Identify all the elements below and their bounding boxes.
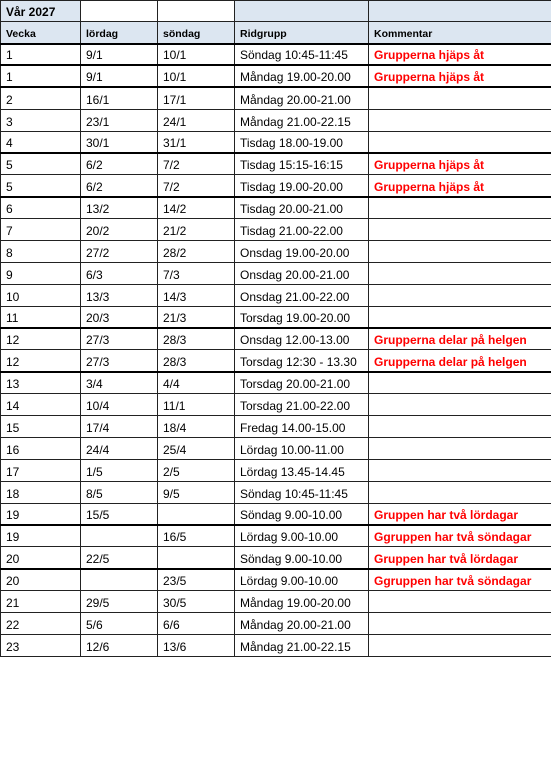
- table-row: [1, 44, 551, 66]
- sondag-cell: 14/2: [158, 197, 235, 219]
- lordag-cell: 22/5: [81, 547, 158, 569]
- lordag-cell: 6/3: [81, 262, 158, 284]
- table-row: [1, 591, 551, 613]
- vecka-cell: 13: [1, 372, 81, 394]
- kommentar-cell: Gruppen har två lördagar: [369, 503, 551, 525]
- ridgrupp-cell: Lördag 9.00-10.00: [235, 525, 369, 547]
- ridgrupp-cell: Måndag 21.00-22.15: [235, 109, 369, 131]
- vecka-cell: 21: [1, 591, 81, 613]
- sondag-cell: 6/6: [158, 613, 235, 635]
- sondag-cell: 24/1: [158, 109, 235, 131]
- vecka-cell: 20: [1, 547, 81, 569]
- table-row: [1, 525, 551, 547]
- table-row: [1, 284, 551, 306]
- sondag-cell: 28/2: [158, 241, 235, 263]
- title-cell-empty: [235, 1, 369, 22]
- sondag-cell: 7/2: [158, 153, 235, 175]
- lordag-cell: 6/2: [81, 153, 158, 175]
- ridgrupp-cell: Söndag 9.00-10.00: [235, 503, 369, 525]
- vecka-cell: 3: [1, 109, 81, 131]
- kommentar-cell: Grupperna hjäps åt: [369, 65, 551, 87]
- kommentar-cell: [369, 262, 551, 284]
- vecka-cell: 5: [1, 153, 81, 175]
- lordag-cell: 15/5: [81, 503, 158, 525]
- vecka-cell: 19: [1, 525, 81, 547]
- sondag-cell: 4/4: [158, 372, 235, 394]
- vecka-cell: 12: [1, 350, 81, 372]
- sondag-cell: [158, 547, 235, 569]
- table-row: [1, 241, 551, 263]
- lordag-cell: 16/1: [81, 87, 158, 109]
- kommentar-cell: Ggruppen har två söndagar: [369, 525, 551, 547]
- ridgrupp-cell: Lördag 9.00-10.00: [235, 569, 369, 591]
- ridgrupp-cell: Onsdag 19.00-20.00: [235, 241, 369, 263]
- sondag-cell: 28/3: [158, 328, 235, 350]
- header-kommentar: Kommentar: [369, 22, 551, 44]
- ridgrupp-cell: Söndag 10:45-11:45: [235, 481, 369, 503]
- sondag-cell: 21/3: [158, 306, 235, 328]
- vecka-cell: 7: [1, 219, 81, 241]
- table-row: [1, 175, 551, 197]
- sondag-cell: 9/5: [158, 481, 235, 503]
- sondag-cell: 10/1: [158, 44, 235, 66]
- kommentar-cell: [369, 613, 551, 635]
- vecka-cell: 15: [1, 416, 81, 438]
- ridgrupp-cell: Onsdag 12.00-13.00: [235, 328, 369, 350]
- lordag-cell: 9/1: [81, 44, 158, 66]
- vecka-cell: 10: [1, 284, 81, 306]
- sondag-cell: 30/5: [158, 591, 235, 613]
- ridgrupp-cell: Tisdag 20.00-21.00: [235, 197, 369, 219]
- ridgrupp-cell: Torsdag 12:30 - 13.30: [235, 350, 369, 372]
- kommentar-cell: [369, 394, 551, 416]
- lordag-cell: 8/5: [81, 481, 158, 503]
- vecka-cell: 11: [1, 306, 81, 328]
- ridgrupp-cell: Lördag 13.45-14.45: [235, 459, 369, 481]
- table-row: [1, 613, 551, 635]
- sondag-cell: 7/2: [158, 175, 235, 197]
- table-row: [1, 153, 551, 175]
- kommentar-cell: Grupperna delar på helgen: [369, 350, 551, 372]
- ridgrupp-cell: Tisdag 15:15-16:15: [235, 153, 369, 175]
- lordag-cell: 27/2: [81, 241, 158, 263]
- ridgrupp-cell: Lördag 10.00-11.00: [235, 438, 369, 460]
- sondag-cell: [158, 503, 235, 525]
- ridgrupp-cell: Fredag 14.00-15.00: [235, 416, 369, 438]
- ridgrupp-cell: Söndag 9.00-10.00: [235, 547, 369, 569]
- kommentar-cell: [369, 109, 551, 131]
- header-ridgrupp: Ridgrupp: [235, 22, 369, 44]
- header-row: [1, 22, 551, 44]
- ridgrupp-cell: Måndag 20.00-21.00: [235, 613, 369, 635]
- table-row: [1, 306, 551, 328]
- kommentar-cell: Grupperna hjäps åt: [369, 153, 551, 175]
- title-row: [1, 1, 551, 22]
- ridgrupp-cell: Torsdag 19.00-20.00: [235, 306, 369, 328]
- vecka-cell: 2: [1, 87, 81, 109]
- kommentar-cell: [369, 131, 551, 153]
- sondag-cell: 28/3: [158, 350, 235, 372]
- table-row: [1, 438, 551, 460]
- sheet-title: Vår 2027: [1, 1, 81, 22]
- sondag-cell: 14/3: [158, 284, 235, 306]
- ridgrupp-cell: Onsdag 21.00-22.00: [235, 284, 369, 306]
- vecka-cell: 9: [1, 262, 81, 284]
- lordag-cell: 10/4: [81, 394, 158, 416]
- table-row: [1, 459, 551, 481]
- vecka-cell: 5: [1, 175, 81, 197]
- vecka-cell: 18: [1, 481, 81, 503]
- title-cell-empty: [81, 1, 158, 22]
- kommentar-cell: [369, 241, 551, 263]
- table-row: [1, 635, 551, 657]
- vecka-cell: 1: [1, 44, 81, 66]
- table-row: [1, 372, 551, 394]
- lordag-cell: 5/6: [81, 613, 158, 635]
- table-row: [1, 65, 551, 87]
- table-row: [1, 131, 551, 153]
- vecka-cell: 6: [1, 197, 81, 219]
- vecka-cell: 8: [1, 241, 81, 263]
- table-row: [1, 481, 551, 503]
- vecka-cell: 17: [1, 459, 81, 481]
- lordag-cell: 23/1: [81, 109, 158, 131]
- vecka-cell: 16: [1, 438, 81, 460]
- table-row: [1, 219, 551, 241]
- ridgrupp-cell: Söndag 10:45-11:45: [235, 44, 369, 66]
- sondag-cell: 31/1: [158, 131, 235, 153]
- ridgrupp-cell: Måndag 19.00-20.00: [235, 65, 369, 87]
- sondag-cell: 13/6: [158, 635, 235, 657]
- ridgrupp-cell: Måndag 21.00-22.15: [235, 635, 369, 657]
- ridgrupp-cell: Onsdag 20.00-21.00: [235, 262, 369, 284]
- lordag-cell: 20/2: [81, 219, 158, 241]
- table-row: [1, 547, 551, 569]
- kommentar-cell: [369, 306, 551, 328]
- kommentar-cell: [369, 284, 551, 306]
- lordag-cell: 30/1: [81, 131, 158, 153]
- lordag-cell: [81, 569, 158, 591]
- kommentar-cell: [369, 481, 551, 503]
- sondag-cell: 18/4: [158, 416, 235, 438]
- vecka-cell: 4: [1, 131, 81, 153]
- sondag-cell: 23/5: [158, 569, 235, 591]
- vecka-cell: 1: [1, 65, 81, 87]
- lordag-cell: 9/1: [81, 65, 158, 87]
- table-row: [1, 503, 551, 525]
- ridgrupp-cell: Måndag 19.00-20.00: [235, 591, 369, 613]
- sondag-cell: 16/5: [158, 525, 235, 547]
- kommentar-cell: Grupperna hjäps åt: [369, 175, 551, 197]
- lordag-cell: 27/3: [81, 350, 158, 372]
- title-cell-empty: [158, 1, 235, 22]
- lordag-cell: 6/2: [81, 175, 158, 197]
- lordag-cell: 12/6: [81, 635, 158, 657]
- kommentar-cell: Grupperna hjäps åt: [369, 44, 551, 66]
- vecka-cell: 19: [1, 503, 81, 525]
- sondag-cell: 7/3: [158, 262, 235, 284]
- sondag-cell: 2/5: [158, 459, 235, 481]
- kommentar-cell: [369, 219, 551, 241]
- kommentar-cell: Gruppen har två lördagar: [369, 547, 551, 569]
- vecka-cell: 23: [1, 635, 81, 657]
- ridgrupp-cell: Torsdag 20.00-21.00: [235, 372, 369, 394]
- kommentar-cell: Ggruppen har två söndagar: [369, 569, 551, 591]
- lordag-cell: 3/4: [81, 372, 158, 394]
- lordag-cell: 29/5: [81, 591, 158, 613]
- table-row: [1, 350, 551, 372]
- table-row: [1, 262, 551, 284]
- ridgrupp-cell: Tisdag 18.00-19.00: [235, 131, 369, 153]
- vecka-cell: 12: [1, 328, 81, 350]
- ridgrupp-cell: Torsdag 21.00-22.00: [235, 394, 369, 416]
- table-row: [1, 87, 551, 109]
- table-row: [1, 569, 551, 591]
- kommentar-cell: [369, 416, 551, 438]
- table-row: [1, 328, 551, 350]
- ridgrupp-cell: Måndag 20.00-21.00: [235, 87, 369, 109]
- kommentar-cell: [369, 438, 551, 460]
- table-row: [1, 109, 551, 131]
- kommentar-cell: [369, 87, 551, 109]
- sondag-cell: 21/2: [158, 219, 235, 241]
- vecka-cell: 14: [1, 394, 81, 416]
- header-lordag: lördag: [81, 22, 158, 44]
- sondag-cell: 25/4: [158, 438, 235, 460]
- kommentar-cell: [369, 372, 551, 394]
- kommentar-cell: [369, 197, 551, 219]
- vecka-cell: 22: [1, 613, 81, 635]
- table-row: [1, 416, 551, 438]
- kommentar-cell: [369, 459, 551, 481]
- kommentar-cell: [369, 591, 551, 613]
- lordag-cell: 17/4: [81, 416, 158, 438]
- ridgrupp-cell: Tisdag 19.00-20.00: [235, 175, 369, 197]
- sondag-cell: 11/1: [158, 394, 235, 416]
- lordag-cell: 20/3: [81, 306, 158, 328]
- sondag-cell: 10/1: [158, 65, 235, 87]
- lordag-cell: 13/3: [81, 284, 158, 306]
- lordag-cell: 1/5: [81, 459, 158, 481]
- lordag-cell: 27/3: [81, 328, 158, 350]
- lordag-cell: [81, 525, 158, 547]
- header-vecka: Vecka: [1, 22, 81, 44]
- header-sondag: söndag: [158, 22, 235, 44]
- sondag-cell: 17/1: [158, 87, 235, 109]
- kommentar-cell: [369, 635, 551, 657]
- table-row: [1, 394, 551, 416]
- title-cell-empty: [369, 1, 551, 22]
- kommentar-cell: Grupperna delar på helgen: [369, 328, 551, 350]
- vecka-cell: 20: [1, 569, 81, 591]
- ridgrupp-cell: Tisdag 21.00-22.00: [235, 219, 369, 241]
- lordag-cell: 24/4: [81, 438, 158, 460]
- table-row: [1, 197, 551, 219]
- lordag-cell: 13/2: [81, 197, 158, 219]
